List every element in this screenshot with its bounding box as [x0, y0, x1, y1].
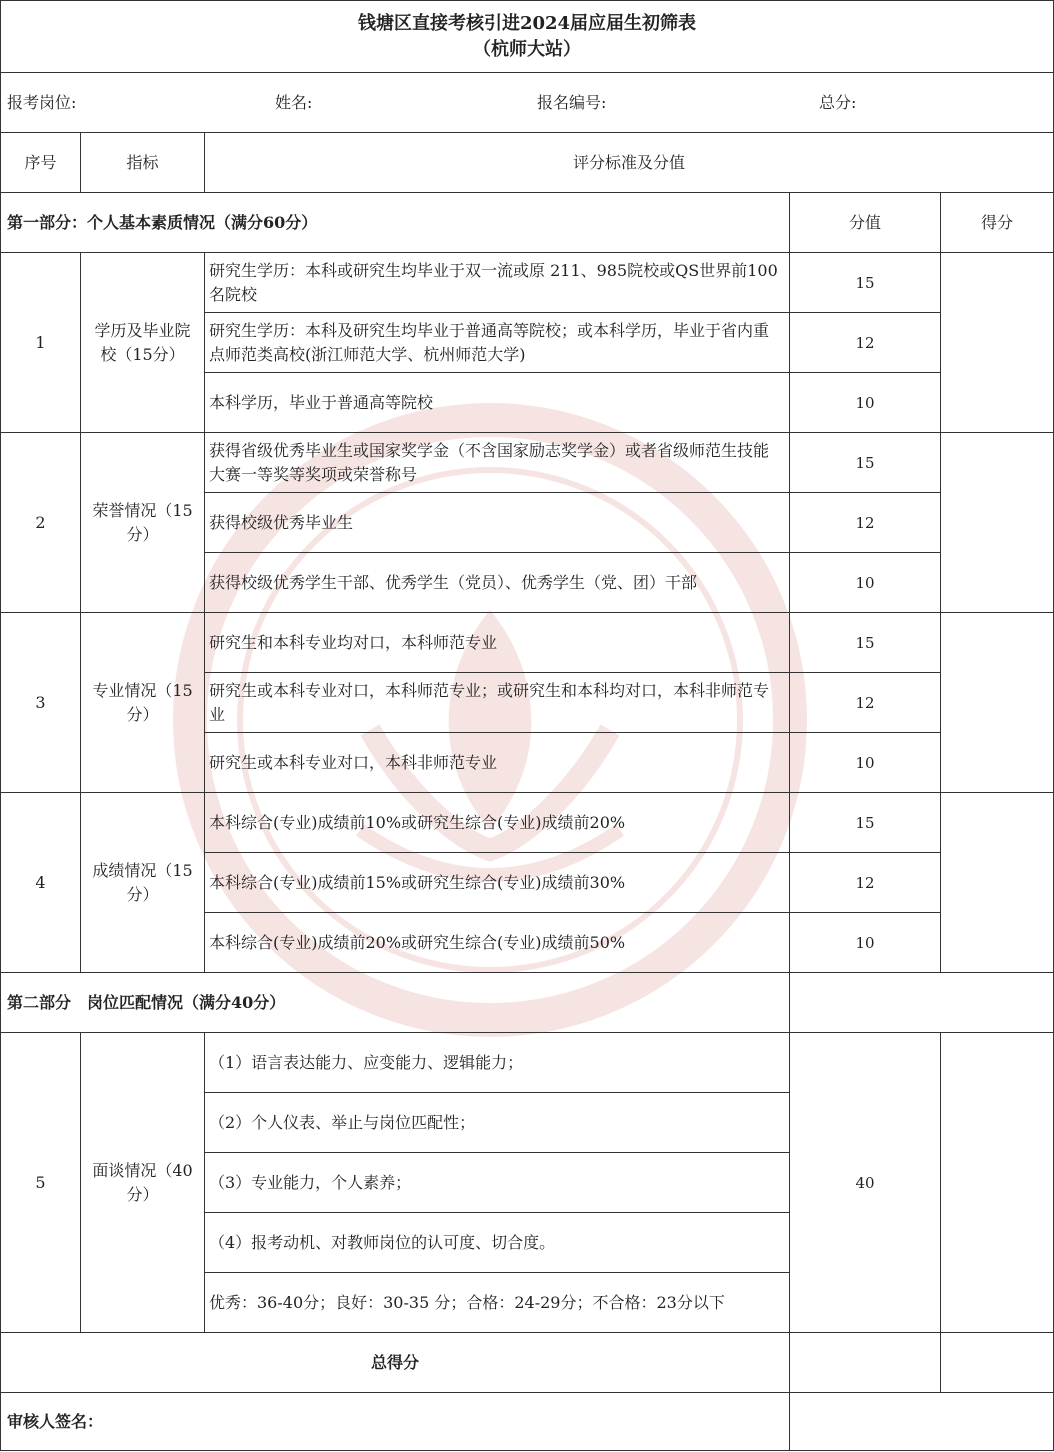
criteria-text: 本科综合(专业)成绩前15%或研究生综合(专业)成绩前30%: [205, 853, 790, 913]
reviewer-signature-field[interactable]: [790, 1393, 1054, 1451]
total-score-cell[interactable]: [941, 1333, 1054, 1393]
part1-heading-row: [1, 193, 1054, 253]
criteria-text: 本科学历，毕业于普通高等院校: [205, 373, 790, 433]
group-seq: 2: [1, 433, 81, 613]
header-criteria: 评分标准及分值: [205, 133, 1054, 193]
header-indicator: 指标: [81, 133, 205, 193]
criteria-points: 15: [790, 433, 941, 493]
criteria-text: （2）个人仪表、举止与岗位匹配性；: [205, 1093, 790, 1153]
table-row: [1, 613, 1054, 673]
criteria-text: 获得校级优秀毕业生: [205, 493, 790, 553]
criteria-text: 本科综合(专业)成绩前10%或研究生综合(专业)成绩前20%: [205, 793, 790, 853]
criteria-text: 研究生和本科专业均对口，本科师范专业: [205, 613, 790, 673]
score-cell[interactable]: [941, 253, 1054, 433]
title-row: [1, 1, 1054, 73]
reg-no-label[interactable]: 报名编号:: [537, 92, 607, 112]
group-indicator: 专业情况（15分）: [81, 613, 205, 793]
info-cell: [1, 73, 1054, 133]
table-row: [1, 793, 1054, 853]
total-score-label: 总得分: [1, 1333, 790, 1393]
part2-heading-blank: [790, 973, 1054, 1033]
group-indicator: 成绩情况（15分）: [81, 793, 205, 973]
score-cell[interactable]: [941, 433, 1054, 613]
grade-scale-text: 优秀：36-40分；良好：30-35 分；合格：24-29分；不合格：23分以下: [205, 1273, 790, 1333]
criteria-points: 15: [790, 613, 941, 673]
criteria-points: 10: [790, 733, 941, 793]
criteria-text: 本科综合(专业)成绩前20%或研究生综合(专业)成绩前50%: [205, 913, 790, 973]
group-seq: 4: [1, 793, 81, 973]
total-label[interactable]: 总分:: [819, 92, 857, 112]
part2-title: 第二部分 岗位匹配情况（满分40分）: [1, 973, 790, 1033]
criteria-points: 12: [790, 853, 941, 913]
table-row: [1, 253, 1054, 313]
criteria-text: 获得省级优秀毕业生或国家奖学金（不含国家励志奖学金）或者省级师范生技能大赛一等奖等奖项或荣誉称号: [205, 433, 790, 493]
group-indicator: 面谈情况（40分）: [81, 1033, 205, 1333]
group-indicator: 荣誉情况（15分）: [81, 433, 205, 613]
criteria-points: 15: [790, 793, 941, 853]
total-points-blank: [790, 1333, 941, 1393]
criteria-points: 10: [790, 913, 941, 973]
group-indicator: 学历及毕业院校（15分）: [81, 253, 205, 433]
form-title: [1, 1, 1054, 73]
criteria-text: 研究生学历：本科及研究生均毕业于普通高等院校；或本科学历，毕业于省内重点师范类高校(浙江师范大学、杭州师范大学): [205, 313, 790, 373]
criteria-text: 研究生学历：本科或研究生均毕业于双一流或原 211、985院校或QS世界前100名院校: [205, 253, 790, 313]
group-seq: 5: [1, 1033, 81, 1333]
name-label[interactable]: 姓名:: [275, 92, 313, 112]
criteria-points: 15: [790, 253, 941, 313]
score-cell[interactable]: [941, 793, 1054, 973]
header-points: 分值: [790, 193, 941, 253]
position-label[interactable]: 报考岗位:: [7, 92, 77, 112]
part1-title: 第一部分：个人基本素质情况（满分60分）: [1, 193, 790, 253]
score-cell[interactable]: [941, 613, 1054, 793]
group-seq: 3: [1, 613, 81, 793]
criteria-text: （3）专业能力，个人素养；: [205, 1153, 790, 1213]
criteria-points: 10: [790, 373, 941, 433]
reviewer-signature-label: 审核人签名：: [1, 1393, 790, 1451]
criteria-points: 12: [790, 493, 941, 553]
criteria-text: 研究生或本科专业对口，本科师范专业；或研究生和本科均对口，本科非师范专业: [205, 673, 790, 733]
criteria-text: （4）报考动机、对教师岗位的认可度、切合度。: [205, 1213, 790, 1273]
header-seq: 序号: [1, 133, 81, 193]
part2-heading-row: [1, 973, 1054, 1033]
table-row: [1, 1033, 1054, 1093]
criteria-points: 12: [790, 313, 941, 373]
score-cell[interactable]: [941, 1033, 1054, 1333]
criteria-text: 获得校级优秀学生干部、优秀学生（党员）、优秀学生（党、团）干部: [205, 553, 790, 613]
info-row: [1, 73, 1054, 133]
reviewer-row: [1, 1393, 1054, 1451]
title-line-2: （杭师大站）: [473, 38, 581, 60]
table-row: [1, 433, 1054, 493]
group-seq: 1: [1, 253, 81, 433]
criteria-points: 40: [790, 1033, 941, 1333]
criteria-text: （1）语言表达能力、应变能力、逻辑能力；: [205, 1033, 790, 1093]
criteria-points: 12: [790, 673, 941, 733]
criteria-points: 10: [790, 553, 941, 613]
criteria-text: 研究生或本科专业对口，本科非师范专业: [205, 733, 790, 793]
header-score: 得分: [941, 193, 1054, 253]
title-line-1: 钱塘区直接考核引进2024届应届生初筛表: [357, 12, 697, 34]
header-row: [1, 133, 1054, 193]
total-score-row: [1, 1333, 1054, 1393]
